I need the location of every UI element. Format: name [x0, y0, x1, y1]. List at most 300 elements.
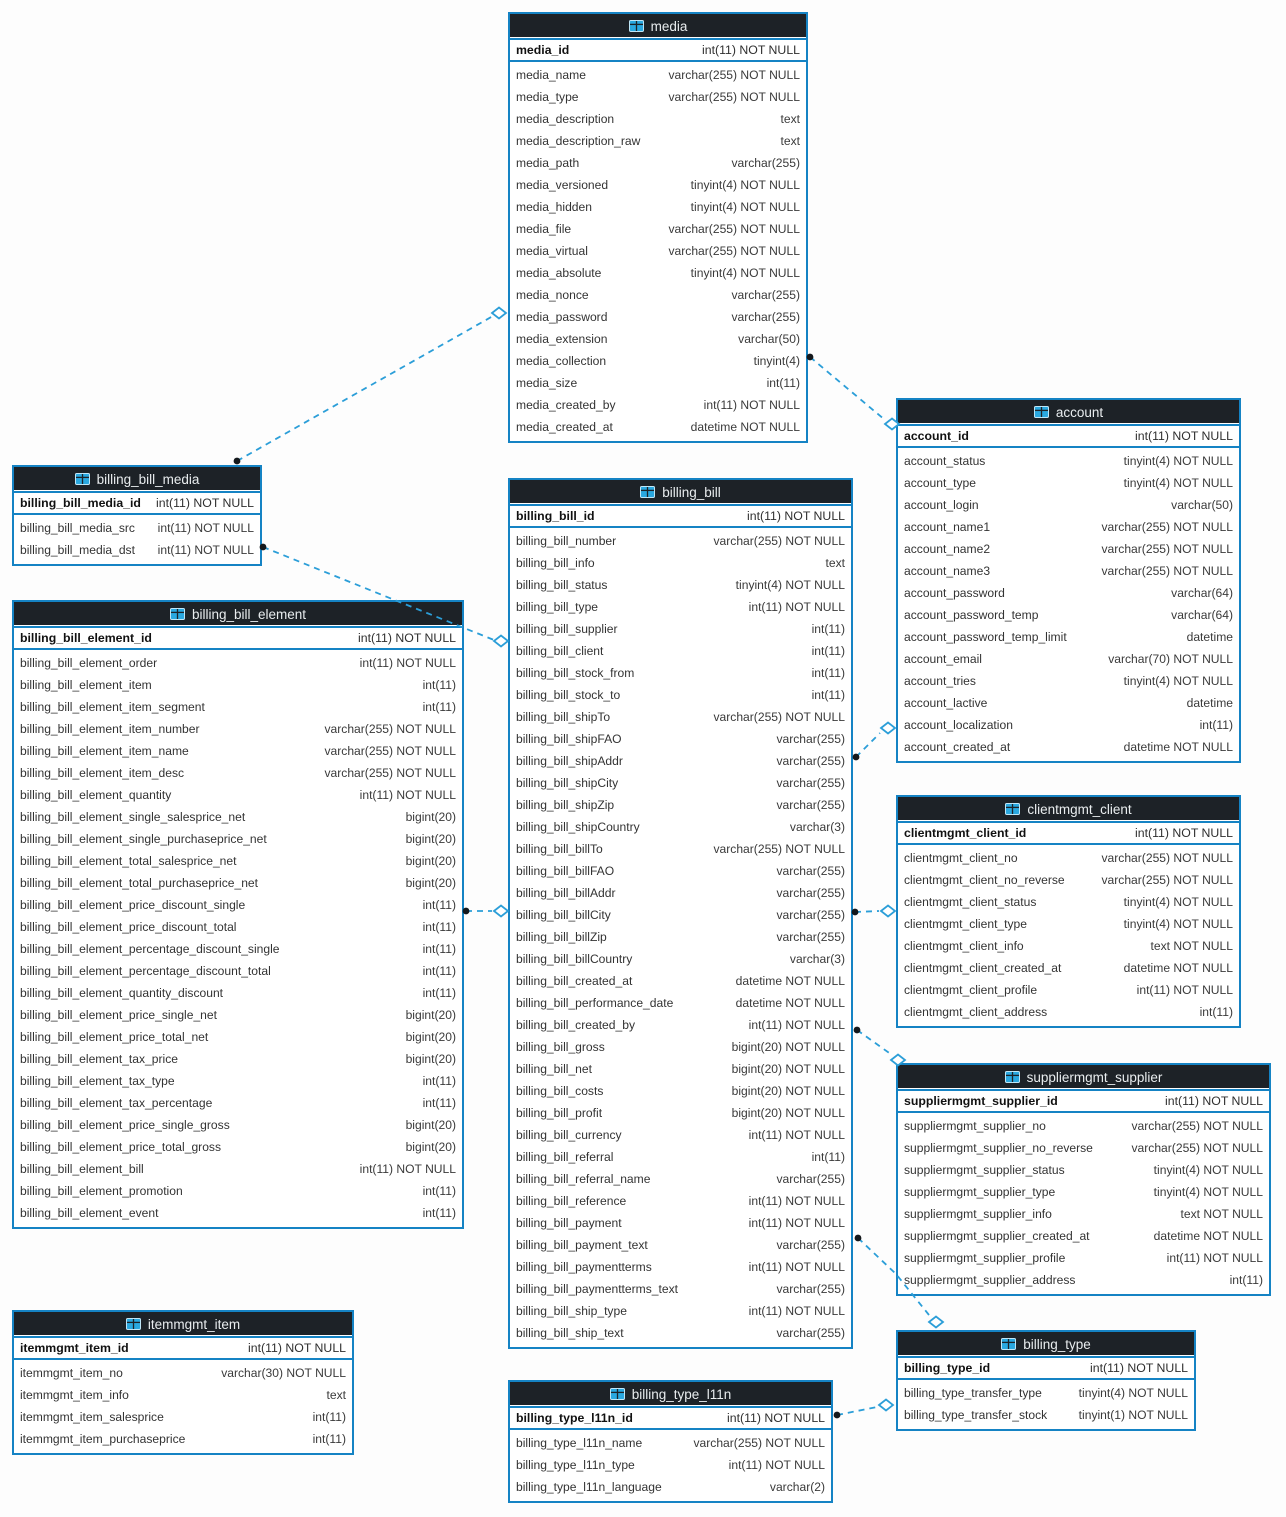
- column-type: int(11) NOT NULL: [703, 398, 800, 412]
- column-type: int(11) NOT NULL: [248, 1341, 346, 1355]
- column-name: billing_bill_type: [516, 600, 599, 614]
- column-name: billing_bill_media_id: [20, 496, 141, 510]
- primary-key-row: [14, 1338, 352, 1360]
- column-type: varchar(255) NOT NULL: [1131, 1119, 1263, 1133]
- column-type: bigint(20): [405, 1118, 456, 1132]
- column-row: [14, 1180, 462, 1202]
- column-name: billing_bill_shipZip: [516, 798, 615, 812]
- column-type: bigint(20): [405, 876, 456, 890]
- column-name: clientmgmt_client_profile: [904, 983, 1038, 997]
- table-billing_bill_media[interactable]: [12, 465, 262, 566]
- column-name: billing_bill_element_order: [20, 656, 158, 670]
- column-type: tinyint(4) NOT NULL: [690, 200, 800, 214]
- column-row: [898, 692, 1239, 714]
- column-row: [510, 992, 851, 1014]
- primary-key-row: [510, 1408, 831, 1430]
- column-name: billing_bill_billAddr: [516, 886, 616, 900]
- column-row: [14, 938, 462, 960]
- column-row: [898, 957, 1239, 979]
- table-billing_bill_element[interactable]: [12, 600, 464, 1229]
- column-name: billing_type_l11n_language: [516, 1480, 662, 1494]
- column-row: [14, 894, 462, 916]
- column-row: [898, 1181, 1269, 1203]
- column-type: int(11) NOT NULL: [748, 1018, 845, 1032]
- column-name: account_tries: [904, 674, 976, 688]
- column-name: billing_type_id: [904, 1361, 991, 1375]
- column-name: media_versioned: [516, 178, 609, 192]
- column-name: billing_bill_element_price_single_net: [20, 1008, 217, 1022]
- column-type: text: [825, 556, 845, 570]
- column-name: suppliermgmt_supplier_id: [904, 1094, 1058, 1108]
- column-name: billing_bill_profit: [516, 1106, 603, 1120]
- column-row: [510, 948, 851, 970]
- column-type: int(11): [422, 898, 456, 912]
- column-name: media_description: [516, 112, 615, 126]
- column-row: [898, 1137, 1269, 1159]
- table-columns: [898, 1113, 1269, 1294]
- column-row: [510, 926, 851, 948]
- table-header-billing_type_l11n[interactable]: [510, 1382, 831, 1408]
- column-type: varchar(255): [731, 288, 800, 302]
- connector-dot-icon: [853, 754, 860, 761]
- connector-diamond-icon: [494, 636, 508, 647]
- column-type: int(11) NOT NULL: [702, 43, 800, 57]
- column-name: media_type: [516, 90, 579, 104]
- column-name: billing_bill_element_promotion: [20, 1184, 183, 1198]
- column-type: varchar(255) NOT NULL: [668, 90, 800, 104]
- column-row: [510, 108, 806, 130]
- column-type: varchar(255): [776, 1282, 845, 1296]
- column-type: int(11) NOT NULL: [748, 600, 845, 614]
- primary-key-row: [898, 426, 1239, 448]
- column-name: billing_bill_element_tax_type: [20, 1074, 175, 1088]
- column-row: [898, 1115, 1269, 1137]
- column-row: [510, 1212, 851, 1234]
- column-type: int(11): [422, 700, 456, 714]
- column-row: [898, 1269, 1269, 1291]
- column-row: [14, 1004, 462, 1026]
- column-name: billing_bill_ship_type: [516, 1304, 627, 1318]
- column-name: billing_type_l11n_name: [516, 1436, 643, 1450]
- column-name: billing_bill_element_tax_price: [20, 1052, 178, 1066]
- column-type: int(11) NOT NULL: [748, 1216, 845, 1230]
- column-name: billing_bill_shipCity: [516, 776, 619, 790]
- column-row: [510, 1300, 851, 1322]
- column-name: itemmgmt_item_no: [20, 1366, 123, 1380]
- column-type: text: [326, 1388, 346, 1402]
- column-row: [14, 762, 462, 784]
- column-row: [898, 979, 1239, 1001]
- column-type: int(11): [811, 644, 845, 658]
- table-media[interactable]: [508, 12, 808, 443]
- table-columns: [14, 1360, 352, 1453]
- column-row: [898, 560, 1239, 582]
- column-row: [14, 1026, 462, 1048]
- table-title: media: [650, 18, 688, 34]
- column-name: billing_bill_element_bill: [20, 1162, 144, 1176]
- column-name: billing_bill_performance_date: [516, 996, 674, 1010]
- column-row: [14, 1136, 462, 1158]
- table-header-account[interactable]: [898, 400, 1239, 426]
- column-row: [510, 1234, 851, 1256]
- table-icon: [610, 1388, 625, 1400]
- column-type: int(11) NOT NULL: [727, 1411, 825, 1425]
- table-title: billing_bill: [662, 484, 721, 500]
- column-type: bigint(20): [405, 832, 456, 846]
- column-name: account_password_temp: [904, 608, 1039, 622]
- column-name: billing_bill_element_item: [20, 678, 152, 692]
- column-name: billing_bill_element_percentage_discount_total: [20, 964, 271, 978]
- column-row: [898, 494, 1239, 516]
- column-name: media_virtual: [516, 244, 588, 258]
- relationship-billing_bill_media-media: [234, 308, 506, 465]
- connector-diamond-icon: [492, 308, 506, 319]
- column-name: billing_bill_element_item_name: [20, 744, 189, 758]
- column-name: billing_bill_media_src: [20, 521, 135, 535]
- column-name: billing_bill_id: [516, 509, 595, 523]
- primary-key-row: [14, 493, 260, 515]
- column-type: int(11) NOT NULL: [728, 1458, 825, 1472]
- column-row: [898, 736, 1239, 758]
- column-name: media_name: [516, 68, 586, 82]
- column-type: tinyint(4) NOT NULL: [690, 266, 800, 280]
- table-icon: [1005, 803, 1020, 815]
- column-type: tinyint(4): [753, 354, 800, 368]
- column-name: suppliermgmt_supplier_profile: [904, 1251, 1066, 1265]
- column-type: int(11) NOT NULL: [156, 496, 254, 510]
- column-row: [898, 847, 1239, 869]
- column-type: varchar(255): [776, 754, 845, 768]
- column-name: media_created_at: [516, 420, 613, 434]
- column-row: [14, 828, 462, 850]
- column-row: [898, 538, 1239, 560]
- table-header-billing_bill_element[interactable]: [14, 602, 462, 628]
- column-row: [510, 794, 851, 816]
- column-row: [510, 240, 806, 262]
- column-name: account_password_temp_limit: [904, 630, 1067, 644]
- column-row: [510, 372, 806, 394]
- column-row: [510, 574, 851, 596]
- column-name: media_path: [516, 156, 580, 170]
- column-type: int(11) NOT NULL: [1090, 1361, 1188, 1375]
- column-row: [510, 1256, 851, 1278]
- column-name: billing_bill_number: [516, 534, 617, 548]
- column-type: int(11): [422, 986, 456, 1000]
- table-icon: [640, 486, 655, 498]
- connector-dot-icon: [234, 458, 241, 465]
- table-header-itemmgmt_item[interactable]: [14, 1312, 352, 1338]
- column-name: account_type: [904, 476, 976, 490]
- column-type: datetime NOT NULL: [690, 420, 800, 434]
- column-name: billing_type_transfer_type: [904, 1386, 1042, 1400]
- column-name: billing_bill_costs: [516, 1084, 604, 1098]
- column-type: int(11): [1229, 1273, 1263, 1287]
- column-type: text: [780, 134, 800, 148]
- column-type: int(11): [1199, 718, 1233, 732]
- column-name: billing_bill_element_single_salesprice_net: [20, 810, 246, 824]
- column-row: [510, 838, 851, 860]
- column-type: int(11): [811, 1150, 845, 1164]
- column-type: int(11) NOT NULL: [359, 788, 456, 802]
- column-type: varchar(255): [776, 1172, 845, 1186]
- column-name: billing_bill_stock_to: [516, 688, 621, 702]
- table-title: billing_bill_element: [191, 606, 307, 622]
- column-row: [510, 1080, 851, 1102]
- column-row: [510, 882, 851, 904]
- table-header-billing_bill[interactable]: [510, 480, 851, 506]
- column-row: [510, 1168, 851, 1190]
- column-row: [898, 1159, 1269, 1181]
- table-columns: [510, 528, 851, 1347]
- column-name: billing_bill_billFAO: [516, 864, 615, 878]
- column-type: int(11) NOT NULL: [359, 1162, 456, 1176]
- column-type: datetime: [1186, 630, 1233, 644]
- column-row: [14, 916, 462, 938]
- table-title: itemmgmt_item: [147, 1316, 241, 1332]
- column-type: int(11): [312, 1410, 346, 1424]
- column-name: itemmgmt_item_info: [20, 1388, 129, 1402]
- column-type: int(11): [422, 1206, 456, 1220]
- table-billing_bill[interactable]: [508, 478, 853, 1349]
- relationship-billing_bill_element-billing_bill: [463, 906, 508, 917]
- column-type: bigint(20) NOT NULL: [731, 1062, 845, 1076]
- column-row: [14, 539, 260, 561]
- column-row: [510, 860, 851, 882]
- table-icon: [126, 1318, 141, 1330]
- table-title: suppliermgmt_supplier: [1026, 1069, 1163, 1085]
- column-type: int(11): [811, 622, 845, 636]
- column-row: [510, 530, 851, 552]
- table-suppliermgmt_supplier[interactable]: [896, 1063, 1271, 1296]
- column-type: varchar(255): [776, 798, 845, 812]
- column-row: [510, 1124, 851, 1146]
- column-name: billing_bill_element_total_purchaseprice_net: [20, 876, 259, 890]
- column-name: clientmgmt_client_type: [904, 917, 1028, 931]
- column-name: media_size: [516, 376, 578, 390]
- column-type: datetime NOT NULL: [1123, 740, 1233, 754]
- column-name: billing_bill_currency: [516, 1128, 622, 1142]
- column-name: billing_bill_element_price_total_gross: [20, 1140, 222, 1154]
- column-name: itemmgmt_item_purchaseprice: [20, 1432, 186, 1446]
- column-row: [510, 1102, 851, 1124]
- relationship-line: [855, 911, 879, 912]
- column-name: suppliermgmt_supplier_no: [904, 1119, 1046, 1133]
- column-type: varchar(255): [776, 864, 845, 878]
- column-name: billing_bill_referral_name: [516, 1172, 651, 1186]
- connector-dot-icon: [855, 1235, 862, 1242]
- column-type: datetime NOT NULL: [735, 996, 845, 1010]
- column-row: [510, 552, 851, 574]
- connector-dot-icon: [834, 1412, 841, 1419]
- column-row: [14, 1362, 352, 1384]
- column-type: int(11): [422, 1074, 456, 1088]
- column-type: int(11) NOT NULL: [1136, 983, 1233, 997]
- column-name: billing_type_l11n_type: [516, 1458, 635, 1472]
- column-type: int(11): [811, 666, 845, 680]
- column-name: suppliermgmt_supplier_type: [904, 1185, 1056, 1199]
- table-header-billing_bill_media[interactable]: [14, 467, 260, 493]
- column-name: billing_bill_created_by: [516, 1018, 636, 1032]
- column-type: int(11) NOT NULL: [358, 631, 456, 645]
- column-name: billing_bill_element_percentage_discount_single: [20, 942, 280, 956]
- column-name: billing_bill_element_quantity_discount: [20, 986, 224, 1000]
- column-row: [510, 1014, 851, 1036]
- column-type: varchar(255) NOT NULL: [668, 68, 800, 82]
- column-name: media_hidden: [516, 200, 592, 214]
- table-columns: [898, 448, 1239, 761]
- column-row: [510, 328, 806, 350]
- column-row: [510, 1190, 851, 1212]
- column-name: billing_bill_element_single_purchaseprice_net: [20, 832, 267, 846]
- column-type: varchar(255) NOT NULL: [713, 842, 845, 856]
- column-name: billing_bill_client: [516, 644, 604, 658]
- column-row: [510, 152, 806, 174]
- column-name: suppliermgmt_supplier_info: [904, 1207, 1052, 1221]
- table-header-media[interactable]: [510, 14, 806, 40]
- table-title: billing_type_l11n: [631, 1386, 732, 1402]
- column-row: [898, 582, 1239, 604]
- column-name: media_absolute: [516, 266, 602, 280]
- column-name: billing_type_l11n_id: [516, 1411, 633, 1425]
- relationship-media-account: [807, 354, 899, 430]
- column-name: account_lactive: [904, 696, 988, 710]
- column-name: billing_bill_element_price_discount_single: [20, 898, 246, 912]
- column-name: billing_bill_element_price_discount_total: [20, 920, 237, 934]
- column-row: [898, 648, 1239, 670]
- column-row: [510, 1146, 851, 1168]
- column-type: int(11): [422, 964, 456, 978]
- column-type: bigint(20): [405, 1140, 456, 1154]
- table-icon: [170, 608, 185, 620]
- column-type: varchar(255) NOT NULL: [1101, 542, 1233, 556]
- column-name: media_file: [516, 222, 572, 236]
- column-type: datetime NOT NULL: [735, 974, 845, 988]
- column-type: datetime: [1186, 696, 1233, 710]
- column-name: billing_bill_billCountry: [516, 952, 633, 966]
- column-row: [14, 872, 462, 894]
- table-columns: [510, 1430, 831, 1501]
- column-type: varchar(255): [776, 908, 845, 922]
- column-type: int(11): [1199, 1005, 1233, 1019]
- column-type: bigint(20): [405, 1008, 456, 1022]
- column-row: [14, 850, 462, 872]
- column-name: billing_bill_paymentterms_text: [516, 1282, 679, 1296]
- table-icon: [1001, 1338, 1016, 1350]
- column-type: datetime NOT NULL: [1123, 961, 1233, 975]
- column-name: billing_bill_element_price_total_net: [20, 1030, 209, 1044]
- relationship-line: [810, 357, 885, 420]
- column-row: [898, 1247, 1269, 1269]
- column-row: [14, 1202, 462, 1224]
- column-row: [510, 684, 851, 706]
- table-itemmgmt_item[interactable]: [12, 1310, 354, 1455]
- table-header-clientmgmt_client[interactable]: [898, 797, 1239, 823]
- column-type: int(11) NOT NULL: [1135, 826, 1233, 840]
- column-type: varchar(50): [1171, 498, 1233, 512]
- column-type: varchar(255): [731, 310, 800, 324]
- column-type: int(11) NOT NULL: [748, 1194, 845, 1208]
- table-billing_type_l11n[interactable]: [508, 1380, 833, 1503]
- table-header-suppliermgmt_supplier[interactable]: [898, 1065, 1269, 1091]
- column-name: account_created_at: [904, 740, 1011, 754]
- table-title: billing_type: [1023, 1336, 1091, 1352]
- column-name: billing_bill_element_total_salesprice_net: [20, 854, 237, 868]
- column-type: tinyint(4) NOT NULL: [735, 578, 845, 592]
- column-type: varchar(255): [776, 886, 845, 900]
- column-row: [14, 652, 462, 674]
- column-type: bigint(20): [405, 1052, 456, 1066]
- column-name: billing_bill_shipTo: [516, 710, 611, 724]
- column-name: clientmgmt_client_info: [904, 939, 1024, 953]
- column-type: varchar(3): [789, 820, 845, 834]
- column-name: account_login: [904, 498, 979, 512]
- column-type: tinyint(4) NOT NULL: [1078, 1386, 1188, 1400]
- column-row: [510, 640, 851, 662]
- column-type: tinyint(4) NOT NULL: [690, 178, 800, 192]
- column-name: billing_bill_element_event: [20, 1206, 159, 1220]
- column-row: [14, 1158, 462, 1180]
- column-type: int(11) NOT NULL: [1166, 1251, 1263, 1265]
- column-type: varchar(2): [769, 1480, 825, 1494]
- column-row: [510, 196, 806, 218]
- column-name: billing_bill_element_price_single_gross: [20, 1118, 230, 1132]
- column-row: [510, 750, 851, 772]
- column-type: int(11) NOT NULL: [748, 1260, 845, 1274]
- column-name: clientmgmt_client_no_reverse: [904, 873, 1065, 887]
- column-type: bigint(20) NOT NULL: [731, 1040, 845, 1054]
- column-type: int(11): [422, 678, 456, 692]
- table-clientmgmt_client[interactable]: [896, 795, 1241, 1028]
- column-name: media_description_raw: [516, 134, 641, 148]
- column-type: int(11): [422, 942, 456, 956]
- column-type: int(11) NOT NULL: [748, 1304, 845, 1318]
- column-name: clientmgmt_client_created_at: [904, 961, 1062, 975]
- column-row: [510, 1058, 851, 1080]
- column-type: int(11) NOT NULL: [748, 1128, 845, 1142]
- column-type: bigint(20) NOT NULL: [731, 1084, 845, 1098]
- column-type: datetime NOT NULL: [1153, 1229, 1263, 1243]
- connector-dot-icon: [854, 1027, 861, 1034]
- column-type: int(11): [422, 1184, 456, 1198]
- column-row: [14, 718, 462, 740]
- column-type: varchar(255) NOT NULL: [713, 534, 845, 548]
- table-title: billing_bill_media: [96, 471, 200, 487]
- column-row: [510, 262, 806, 284]
- column-name: account_id: [904, 429, 969, 443]
- table-billing_type[interactable]: [896, 1330, 1196, 1431]
- column-name: billing_bill_payment_text: [516, 1238, 648, 1252]
- column-row: [510, 618, 851, 640]
- column-type: tinyint(4) NOT NULL: [1153, 1185, 1263, 1199]
- column-type: int(11) NOT NULL: [1165, 1094, 1263, 1108]
- column-row: [14, 784, 462, 806]
- column-name: billing_bill_paymentterms: [516, 1260, 652, 1274]
- column-row: [510, 904, 851, 926]
- table-header-billing_type[interactable]: [898, 1332, 1194, 1358]
- table-columns: [14, 650, 462, 1227]
- column-type: varchar(255): [776, 776, 845, 790]
- column-row: [14, 1406, 352, 1428]
- table-columns: [898, 845, 1239, 1026]
- column-type: tinyint(4) NOT NULL: [1123, 476, 1233, 490]
- column-row: [14, 674, 462, 696]
- table-account[interactable]: [896, 398, 1241, 763]
- column-name: account_password: [904, 586, 1005, 600]
- column-name: billing_bill_shipCountry: [516, 820, 640, 834]
- column-name: media_extension: [516, 332, 608, 346]
- column-row: [510, 1322, 851, 1344]
- column-name: media_collection: [516, 354, 607, 368]
